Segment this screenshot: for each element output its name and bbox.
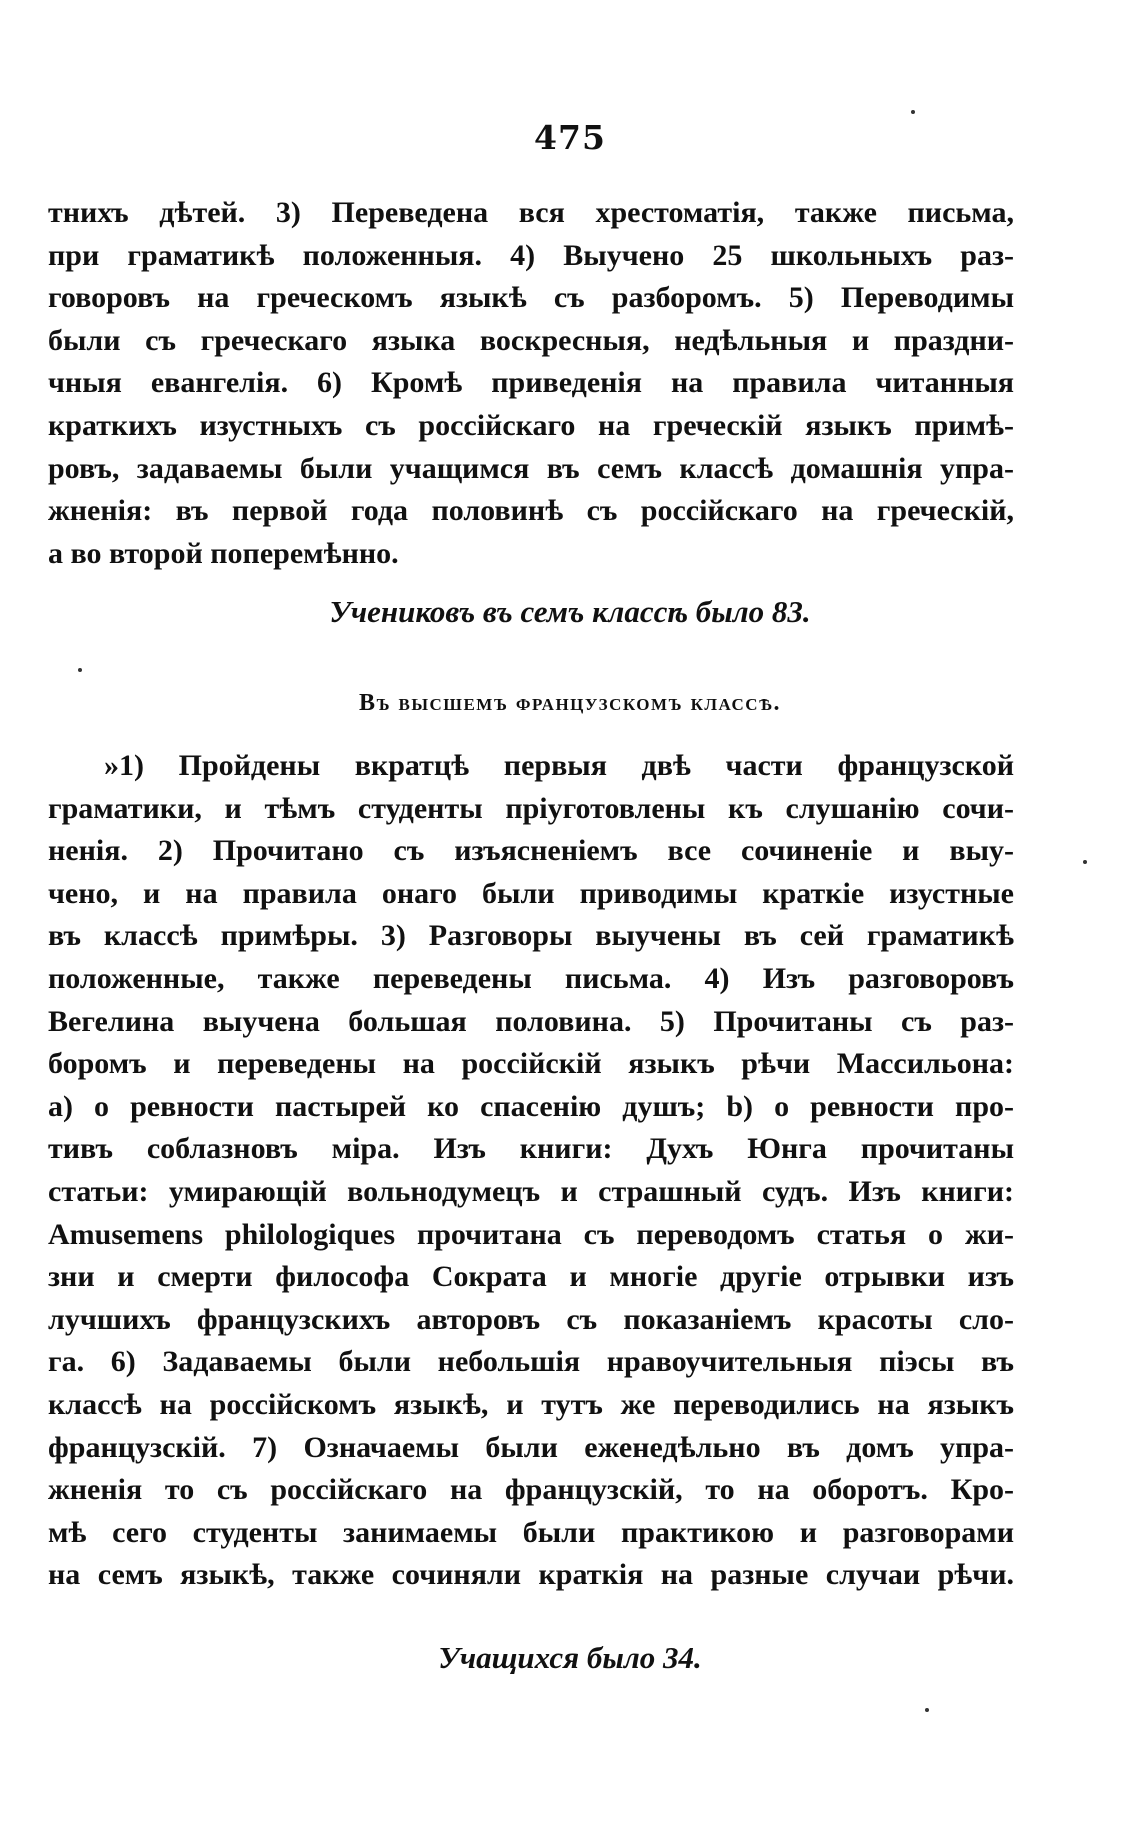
text-line: а во второй поперемѣнно.	[48, 536, 399, 570]
text-line: ровъ, задаваемы были учащимся въ семъ классѣ домашнія упра-	[48, 451, 1014, 485]
text-line: положенные, также переведены письма. 4) Изъ разговоровъ	[48, 961, 1014, 995]
text-line: въ классѣ примѣры. 3) Разговоры выучены въ сей граматикѣ	[48, 919, 1014, 953]
text-line: тивъ соблазновъ міра. Изъ книги: Духъ Юнга прочитаны	[48, 1132, 1014, 1166]
section-2-heading: Въ высшемъ французскомъ классѣ.	[358, 690, 782, 716]
text-line: чено, и на правила онаго были приводимы краткіе изустные	[48, 876, 1014, 910]
text-line: граматики, и тѣмъ студенты пріуготовлены къ слушанію сочи-	[48, 791, 1014, 825]
text-line: ненія. 2) Прочитано съ изъясненіемъ все сочиненіе и выу-	[48, 834, 1014, 868]
page-number: 475	[534, 118, 606, 157]
text-line: лучшихъ французскихъ авторовъ съ показаніемъ красоты сло-	[48, 1302, 1014, 1336]
text-line: краткихъ изустныхъ съ россійскаго на греческій языкъ примѣ-	[48, 408, 1014, 442]
section-1-student-count: Учениковъ въ семъ классѣ было 83.	[329, 594, 811, 629]
text-line: Amusemens philologiques прочитана съ переводомъ статья о жи-	[48, 1217, 1014, 1251]
text-line: французскій. 7) Означаемы были еженедѣльно въ домъ упра-	[48, 1430, 1014, 1464]
text-line: были съ греческаго языка воскресныя, недѣльныя и праздни-	[48, 323, 1014, 357]
text-line: чныя евангелія. 6) Кромѣ приведенія на правила читанныя	[48, 366, 1014, 400]
text-line: говоровъ на греческомъ языкѣ съ разборомъ. 5) Переводимы	[48, 281, 1014, 315]
text-line: »1) Пройдены вкратцѣ первыя двѣ части французской	[104, 749, 1014, 782]
print-speck	[925, 1708, 929, 1712]
text-line: мѣ сего студенты занимаемы были практикою и разговорами	[48, 1515, 1014, 1549]
section-1-body	[48, 192, 1014, 575]
text-line: Вегелина выучена большая половина. 5) Прочитаны съ раз-	[48, 1004, 1014, 1038]
text-line: жненія: въ первой года половинѣ съ россійскаго на греческій,	[48, 494, 1014, 528]
section-2-student-count: Учащихся было 34.	[438, 1640, 702, 1675]
text-line: жненія то съ россійскаго на французскій, то на оборотъ. Кро-	[48, 1473, 1014, 1507]
print-speck	[911, 110, 915, 114]
text-line: а) о ревности пастырей ко спасенію душъ; b) о ревности про-	[48, 1089, 1014, 1123]
text-line: статьи: умирающій вольнодумецъ и страшный судъ. Изъ книги:	[48, 1174, 1014, 1208]
text-line: га. 6) Задаваемы были небольшія нравоучительныя піэсы въ	[48, 1345, 1014, 1379]
section-2-body	[48, 745, 1014, 1597]
text-line: на семъ языкѣ, также сочиняли краткія на разные случаи рѣчи.	[48, 1558, 1014, 1592]
text-line: классѣ на россійскомъ языкѣ, и тутъ же переводились на языкъ	[48, 1387, 1014, 1421]
text-line: боромъ и переведены на россійскій языкъ рѣчи Массильона:	[48, 1047, 1014, 1081]
text-line: зни и смерти философа Сократа и многіе другіе отрывки изъ	[48, 1260, 1014, 1294]
print-speck	[78, 668, 82, 672]
text-line: при граматикѣ положенныя. 4) Выучено 25 школьныхъ раз-	[48, 238, 1014, 272]
print-speck	[1083, 860, 1087, 864]
text-line: тнихъ дѣтей. 3) Переведена вся хрестоматія, также письма,	[48, 196, 1014, 229]
